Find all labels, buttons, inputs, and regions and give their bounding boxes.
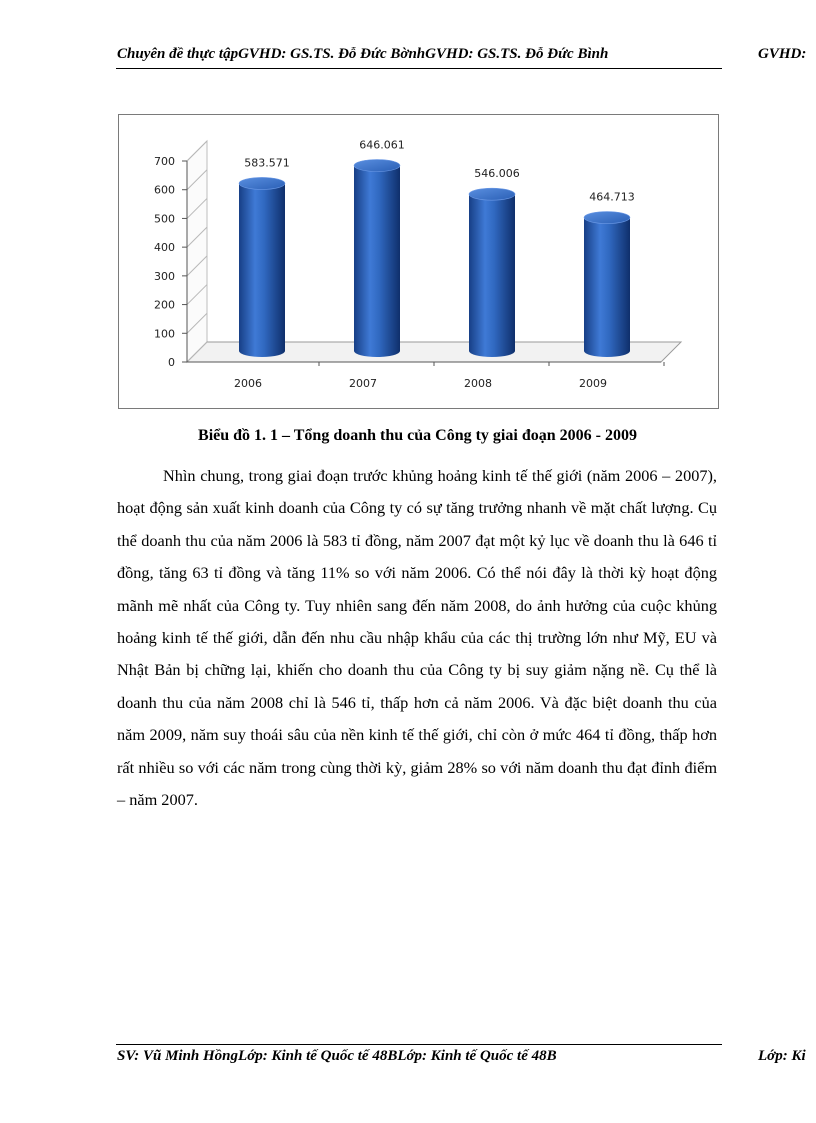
y-tick-label: 200 <box>154 298 175 312</box>
footer-rule <box>116 1044 722 1045</box>
y-tick-label: 500 <box>154 212 175 226</box>
page-footer <box>117 1048 816 1065</box>
page-header <box>117 46 816 63</box>
x-tick-label-2007: 2007 <box>349 377 377 390</box>
y-tick-label: 0 <box>168 356 175 369</box>
footer-right-text: Lớp: Ki <box>758 1048 806 1064</box>
revenue-chart <box>118 114 719 409</box>
bar-2006 <box>239 183 285 357</box>
x-tick-label-2009: 2009 <box>579 377 607 390</box>
header-right-text: GVHD: <box>758 46 807 62</box>
data-label-2006: 583.571 <box>244 156 290 170</box>
bar-top-2008 <box>469 188 515 200</box>
data-label-2007: 646.061 <box>359 138 405 152</box>
data-label-2008: 546.006 <box>474 167 520 181</box>
y-tick-label: 100 <box>154 327 175 341</box>
header-left-text: Chuyên đề thực tậpGVHD: GS.TS. Đỗ Đức BờnhGVHD: GS.TS. Đỗ Đức Bình <box>117 46 609 62</box>
x-tick-label-2006: 2006 <box>234 377 262 390</box>
bar-top-2006 <box>239 177 285 189</box>
header-rule <box>116 68 722 69</box>
y-tick-label: 300 <box>154 269 175 283</box>
bar-top-2009 <box>584 212 630 224</box>
bar-2007 <box>354 165 400 357</box>
body-paragraph: Nhìn chung, trong giai đoạn trước khủng hoảng kinh tế thế giới (năm 2006 – 2007), hoạt động sản xuất kinh doanh của Công ty có sự tăng trưởng nhanh về mặt chất lượng. Cụ thể doanh thu của năm 2006 là 583 tỉ đồng, năm 2007 đạt một kỷ lục về doanh thu là 646 tỉ đồng, tăng 63 tỉ đồng và tăng 11% so với năm 2006. Có thể nói đây là thời kỳ hoạt động mãnh mẽ nhất của Công ty. Tuy nhiên sang đến năm 2008, do ảnh hưởng của cuộc khủng hoảng kinh tế thế giới, dẫn đến nhu cầu nhập khẩu của các thị trường lớn như Mỹ, EU và Nhật Bản bị chững lại, khiến cho doanh thu của Công ty bị suy giảm nặng nề. Cụ thể là doanh thu của năm 2008 chỉ là 546 tỉ, thấp hơn cả năm 2006. Và đặc biệt doanh thu của năm 2009, năm suy thoái sâu của nền kinh tế thế giới, chỉ còn ở mức 464 tỉ đồng, thấp hơn rất nhiều so với các năm trong cùng thời kỳ, giảm 28% so với năm doanh thu đạt đỉnh điểm – năm 2007. <box>117 466 717 810</box>
chart-svg <box>119 115 718 408</box>
y-tick-label: 400 <box>154 241 175 255</box>
chart-caption: Biểu đồ 1. 1 – Tổng doanh thu của Công ty giai đoạn 2006 - 2009 <box>198 427 637 444</box>
body-text <box>117 460 717 816</box>
y-tick-label: 600 <box>154 183 175 197</box>
y-tick-label: 700 <box>154 155 175 168</box>
bar-2009 <box>584 218 630 357</box>
bar-2008 <box>469 194 515 357</box>
x-tick-label-2008: 2008 <box>464 377 492 390</box>
chart-side-wall <box>187 141 207 362</box>
footer-left-text: SV: Vũ Minh HồngLớp: Kinh tế Quốc tế 48BLớp: Kinh tế Quốc tế 48B <box>117 1048 557 1064</box>
data-label-2009: 464.713 <box>589 190 635 204</box>
bar-top-2007 <box>354 159 400 171</box>
